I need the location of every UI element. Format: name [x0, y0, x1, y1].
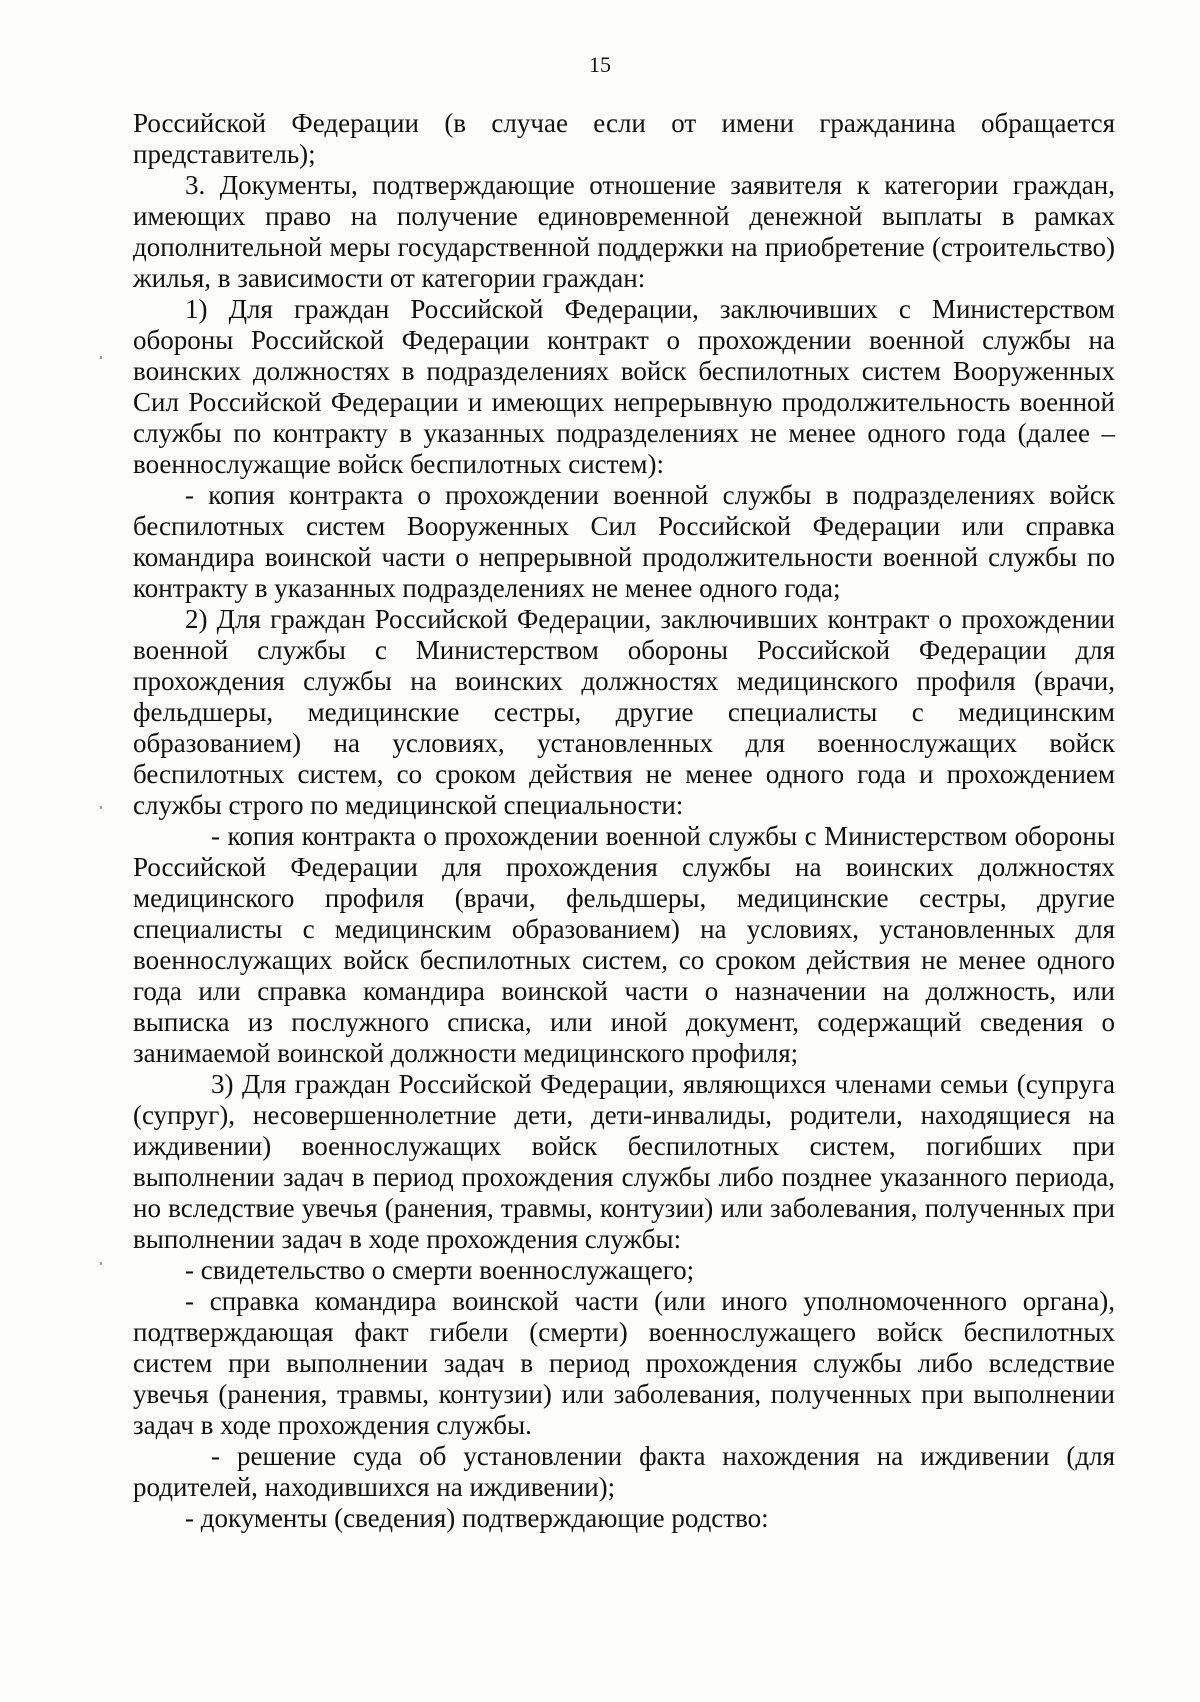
paragraph-subitem-1: 1) Для граждан Российской Федерации, заключивших с Министерством обороны Российской Федерации контракт о прохождении военной службы на воинских должностях в подразделениях войск беспилотных систем Вооруженных Сил Российской Федерации и имеющих непрерывную продолжительность военной службы по контракту в указанных подразделениях не менее одного года (далее – военнослужащие войск беспилотных систем):	[133, 294, 1115, 479]
paragraph-subitem-2: 2) Для граждан Российской Федерации, заключивших контракт о прохождении военной службы с Министерством обороны Российской Федерации для прохождения службы на воинских должностях медицинского профиля (врачи, фельдшеры, медицинские сестры, другие специалисты с медицинским образованием) на условиях, установленных для военнослужащих войск беспилотных систем, со сроком действия не менее одного года и прохождением службы строго по медицинской специальности:	[133, 604, 1115, 820]
scan-margin-mark	[100, 806, 102, 809]
paragraph-item-3: 3. Документы, подтверждающие отношение заявителя к категории граждан, имеющих право на получение единовременной денежной выплаты в рамках дополнительной меры государственной поддержки на приобретение (строительство) жилья, в зависимости от категории граждан:	[133, 170, 1115, 293]
paragraph-bullet-commander-certificate: - справка командира воинской части (или иного уполномоченного органа), подтверждающая факт гибели (смерти) военнослужащего войск беспилотных систем при выполнении задач в период прохождения службы либо вследствие увечья (ранения, травмы, контузии) или заболевания, полученных при выполнении задач в ходе прохождения службы.	[133, 1286, 1115, 1440]
scan-margin-mark	[100, 1262, 102, 1265]
paragraph-bullet-kinship-documents: - документы (сведения) подтверждающие родство:	[185, 1503, 769, 1533]
page-number: 15	[589, 52, 611, 77]
paragraph-bullet-court-decision: - решение суда об установлении факта нахождения на иждивении (для родителей, находившихся на иждивении);	[133, 1441, 1115, 1502]
paragraph-continuation: Российской Федерации (в случае если от имени гражданина обращается представитель);	[133, 108, 1115, 169]
document-body	[133, 108, 1115, 1534]
scan-margin-mark	[100, 356, 102, 359]
paragraph-bullet-contract-copy: - копия контракта о прохождении военной службы в подразделениях войск беспилотных систем Вооруженных Сил Российской Федерации или справка командира воинской части о непрерывной продолжительности военной службы по контракту в указанных подразделениях не менее одного года;	[133, 480, 1115, 603]
paragraph-bullet-medical-contract: - копия контракта о прохождении военной службы с Министерством обороны Российской Федерации для прохождения службы на воинских должностях медицинского профиля (врачи, фельдшеры, медицинские сестры, другие специалисты с медицинским образованием) на условиях, установленных для военнослужащих войск беспилотных систем, со сроком действия не менее одного года или справка командира воинской части о назначении на должность, или выписка из послужного списка, или иной документ, содержащий сведения о занимаемой воинской должности медицинского профиля;	[133, 821, 1115, 1068]
paragraph-bullet-death-certificate: - свидетельство о смерти военнослужащего;	[185, 1255, 695, 1285]
paragraph-subitem-3: 3) Для граждан Российской Федерации, являющихся членами семьи (супруга (супруг), несовершеннолетние дети, дети-инвалиды, родители, находящиеся на иждивении) военнослужащих войск беспилотных систем, погибших при выполнении задач в период прохождения службы либо позднее указанного периода, но вследствие увечья (ранения, травмы, контузии) или заболевания, полученных при выполнении задач в ходе прохождения службы:	[133, 1069, 1115, 1254]
